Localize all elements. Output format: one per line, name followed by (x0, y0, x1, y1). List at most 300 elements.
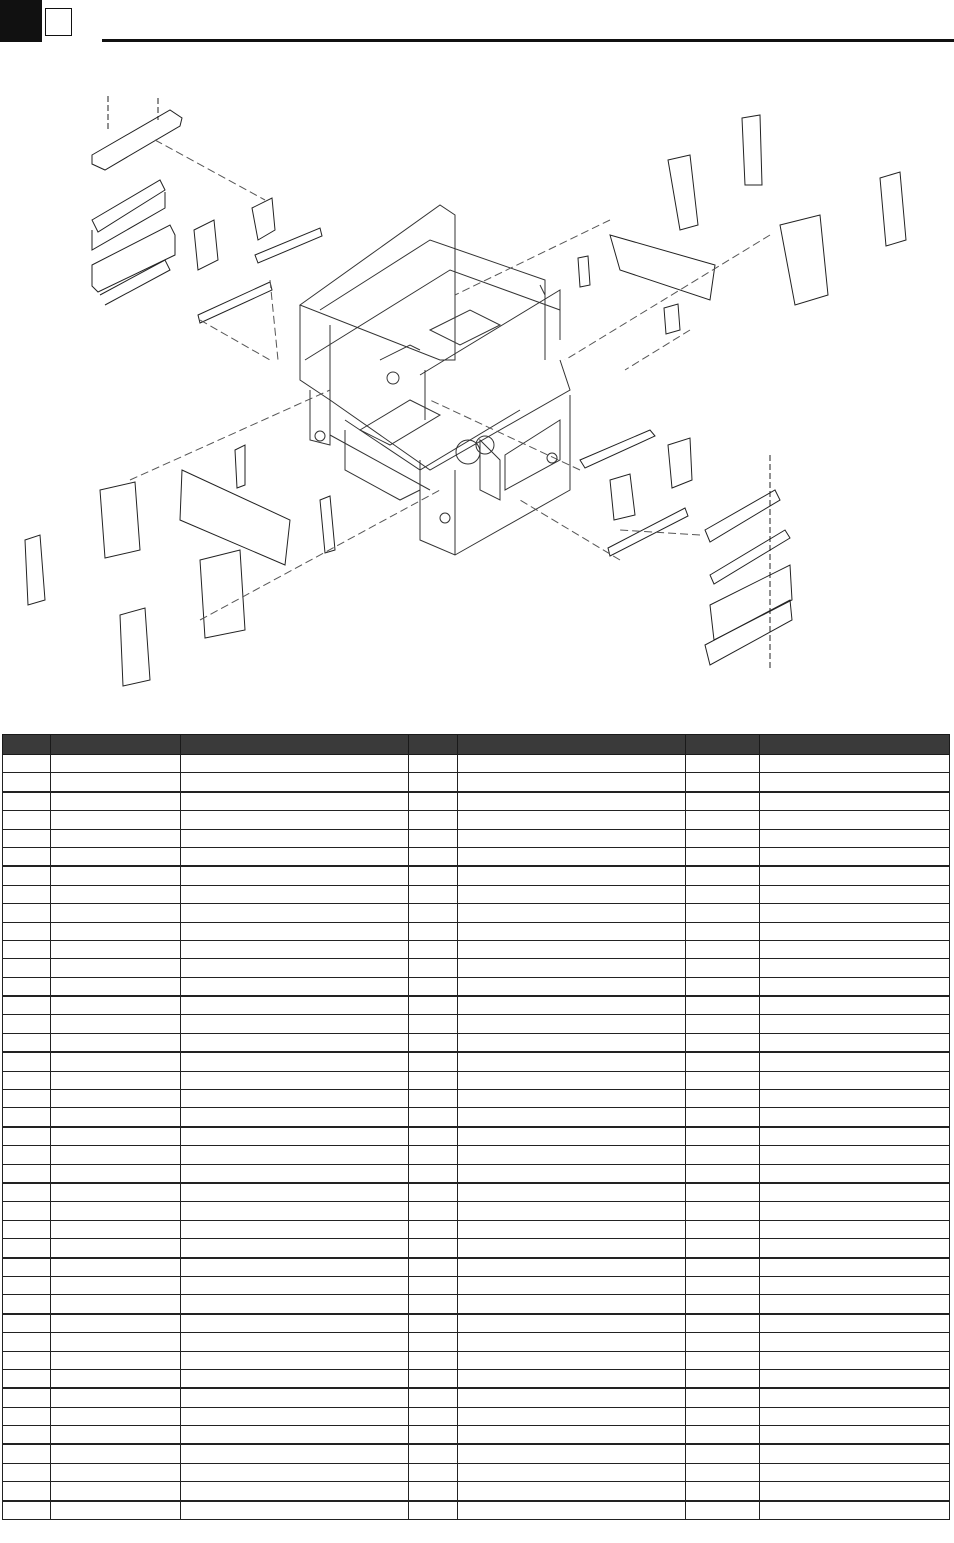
table-cell (458, 1407, 685, 1425)
table-row (3, 1090, 950, 1108)
table-cell (409, 922, 458, 940)
table-cell (685, 1183, 759, 1202)
table-cell (181, 996, 409, 1015)
table-cell (759, 1164, 949, 1183)
table-cell (3, 1463, 51, 1481)
table-cell (51, 1033, 181, 1052)
table-cell (409, 1033, 458, 1052)
table-cell (759, 904, 949, 922)
table-cell (759, 847, 949, 866)
table-cell (685, 1239, 759, 1258)
table-cell (685, 959, 759, 977)
table-row (3, 1239, 950, 1258)
table-cell (51, 811, 181, 829)
table-cell (685, 885, 759, 903)
table-row (3, 1183, 950, 1202)
column-header (51, 735, 181, 755)
table-cell (3, 940, 51, 958)
table-cell (759, 977, 949, 996)
table-cell (685, 940, 759, 958)
table-row (3, 1369, 950, 1388)
table-cell (409, 1239, 458, 1258)
table-cell (3, 1239, 51, 1258)
table-cell (685, 1351, 759, 1369)
table-cell (409, 996, 458, 1015)
table-cell (181, 904, 409, 922)
table-cell (759, 1015, 949, 1033)
table-cell (181, 885, 409, 903)
table-cell (51, 1351, 181, 1369)
table-cell (458, 1351, 685, 1369)
table-cell (685, 1015, 759, 1033)
table-cell (409, 1146, 458, 1164)
table-cell (458, 755, 685, 773)
table-cell (51, 1146, 181, 1164)
column-header (458, 735, 685, 755)
table-cell (409, 1369, 458, 1388)
table-row (3, 1333, 950, 1351)
table-cell (409, 792, 458, 811)
table-cell (685, 1258, 759, 1277)
table-cell (181, 1407, 409, 1425)
table-cell (409, 755, 458, 773)
table-cell (759, 1146, 949, 1164)
table-cell (458, 996, 685, 1015)
table-cell (51, 1239, 181, 1258)
table-cell (51, 996, 181, 1015)
table-cell (3, 1220, 51, 1238)
table-cell (458, 1444, 685, 1463)
table-cell (759, 940, 949, 958)
table-cell (759, 1239, 949, 1258)
table-cell (51, 1015, 181, 1033)
table-cell (181, 1314, 409, 1333)
table-cell (759, 1183, 949, 1202)
table-cell (759, 792, 949, 811)
table-cell (685, 829, 759, 847)
table-cell (3, 904, 51, 922)
table-cell (3, 847, 51, 866)
table-cell (3, 959, 51, 977)
table-cell (3, 792, 51, 811)
table-row (3, 959, 950, 977)
table-cell (458, 792, 685, 811)
table-cell (759, 1220, 949, 1238)
table-cell (181, 847, 409, 866)
table-cell (51, 847, 181, 866)
table-cell (409, 811, 458, 829)
table-cell (685, 1333, 759, 1351)
table-row (3, 1052, 950, 1071)
table-cell (759, 811, 949, 829)
page-marker-block (0, 0, 42, 42)
table-cell (458, 829, 685, 847)
table-cell (458, 1369, 685, 1388)
table-row (3, 1220, 950, 1238)
table-cell (685, 1052, 759, 1071)
table-cell (181, 829, 409, 847)
table-cell (181, 755, 409, 773)
table-cell (409, 1295, 458, 1314)
table-cell (409, 866, 458, 885)
table-cell (685, 1108, 759, 1127)
table-cell (409, 829, 458, 847)
table-cell (3, 829, 51, 847)
table-cell (685, 1444, 759, 1463)
table-cell (685, 1202, 759, 1220)
table-cell (685, 1482, 759, 1501)
table-cell (409, 847, 458, 866)
table-row (3, 1482, 950, 1501)
table-cell (51, 866, 181, 885)
table-cell (181, 1127, 409, 1146)
table-cell (51, 1444, 181, 1463)
table-cell (51, 1407, 181, 1425)
table-cell (458, 866, 685, 885)
table-cell (3, 885, 51, 903)
table-cell (458, 1333, 685, 1351)
table-cell (458, 1015, 685, 1033)
table-cell (458, 1276, 685, 1294)
table-row (3, 1146, 950, 1164)
table-cell (3, 1258, 51, 1277)
table-cell (458, 773, 685, 792)
table-cell (3, 1071, 51, 1089)
table-cell (3, 977, 51, 996)
table-cell (409, 1444, 458, 1463)
table-cell (458, 1202, 685, 1220)
table-cell (3, 1444, 51, 1463)
column-header (685, 735, 759, 755)
table-cell (51, 1220, 181, 1238)
table-cell (181, 1369, 409, 1388)
table-cell (51, 1314, 181, 1333)
table-cell (409, 1314, 458, 1333)
table-cell (759, 1333, 949, 1351)
table-cell (409, 1463, 458, 1481)
table-row (3, 1127, 950, 1146)
table-cell (181, 1239, 409, 1258)
table-cell (458, 1033, 685, 1052)
table-cell (181, 1108, 409, 1127)
table-cell (409, 1407, 458, 1425)
table-cell (685, 792, 759, 811)
upper-right-parts (578, 115, 906, 334)
table-cell (3, 1407, 51, 1425)
table-cell (409, 1220, 458, 1238)
parts-list-table (2, 734, 950, 1520)
table-cell (181, 1015, 409, 1033)
table-cell (409, 1108, 458, 1127)
table-cell (51, 1090, 181, 1108)
table-cell (3, 996, 51, 1015)
column-header (181, 735, 409, 755)
table-cell (181, 1501, 409, 1520)
table-cell (181, 1463, 409, 1481)
table-cell (458, 1090, 685, 1108)
table-row (3, 1276, 950, 1294)
table-cell (181, 866, 409, 885)
table-cell (685, 1369, 759, 1388)
table-cell (409, 1258, 458, 1277)
table-cell (458, 1482, 685, 1501)
table-cell (458, 904, 685, 922)
table-cell (181, 1388, 409, 1407)
column-header (759, 735, 949, 755)
table-cell (51, 885, 181, 903)
table-row (3, 1501, 950, 1520)
table-cell (759, 1501, 949, 1520)
table-cell (409, 1333, 458, 1351)
table-cell (685, 1033, 759, 1052)
table-cell (3, 1052, 51, 1071)
table-cell (3, 1015, 51, 1033)
table-cell (759, 1127, 949, 1146)
table-cell (759, 1295, 949, 1314)
table-cell (409, 977, 458, 996)
table-cell (181, 922, 409, 940)
table-cell (685, 1295, 759, 1314)
table-cell (181, 773, 409, 792)
table-cell (51, 1071, 181, 1089)
table-cell (458, 1314, 685, 1333)
table-cell (51, 1183, 181, 1202)
table-row (3, 1033, 950, 1052)
table-cell (181, 1482, 409, 1501)
table-cell (685, 1426, 759, 1445)
table-cell (759, 773, 949, 792)
table-cell (759, 996, 949, 1015)
table-row (3, 1015, 950, 1033)
table-cell (458, 811, 685, 829)
table-cell (409, 1052, 458, 1071)
table-cell (409, 885, 458, 903)
table-cell (181, 1202, 409, 1220)
table-cell (181, 1295, 409, 1314)
table-cell (759, 755, 949, 773)
table-cell (685, 1164, 759, 1183)
table-cell (458, 1220, 685, 1238)
upper-left-parts (92, 96, 322, 323)
table-row (3, 996, 950, 1015)
table-cell (3, 922, 51, 940)
table-cell (3, 1033, 51, 1052)
table-cell (51, 1463, 181, 1481)
table-cell (51, 922, 181, 940)
table-cell (458, 1388, 685, 1407)
table-row (3, 1202, 950, 1220)
table-cell (458, 847, 685, 866)
table-cell (409, 1183, 458, 1202)
table-row (3, 1314, 950, 1333)
table-cell (685, 1463, 759, 1481)
table-cell (181, 1071, 409, 1089)
table-cell (3, 1333, 51, 1351)
table-cell (51, 1369, 181, 1388)
table-cell (759, 922, 949, 940)
table-cell (51, 1388, 181, 1407)
table-cell (759, 1463, 949, 1481)
table-cell (685, 1501, 759, 1520)
table-row (3, 755, 950, 773)
table-cell (181, 792, 409, 811)
table-cell (3, 1501, 51, 1520)
table-cell (3, 1183, 51, 1202)
table-row (3, 1295, 950, 1314)
table-cell (759, 1444, 949, 1463)
table-cell (409, 1501, 458, 1520)
table-cell (685, 1314, 759, 1333)
table-row (3, 1071, 950, 1089)
table-cell (409, 1071, 458, 1089)
table-cell (181, 959, 409, 977)
table-cell (759, 1351, 949, 1369)
table-cell (181, 1052, 409, 1071)
table-row (3, 829, 950, 847)
table-cell (759, 1108, 949, 1127)
table-cell (3, 1090, 51, 1108)
table-cell (759, 866, 949, 885)
table-cell (458, 940, 685, 958)
table-cell (458, 1295, 685, 1314)
table-row (3, 904, 950, 922)
table-cell (3, 1127, 51, 1146)
table-row (3, 1351, 950, 1369)
table-cell (685, 811, 759, 829)
table-cell (51, 940, 181, 958)
table-cell (458, 1463, 685, 1481)
table-cell (409, 1164, 458, 1183)
exploded-assembly-diagram (0, 60, 954, 720)
table-cell (409, 940, 458, 958)
table-cell (3, 1351, 51, 1369)
table-row (3, 1407, 950, 1425)
table-cell (759, 1314, 949, 1333)
table-cell (409, 904, 458, 922)
table-cell (3, 773, 51, 792)
table-cell (51, 1276, 181, 1294)
table-cell (458, 1127, 685, 1146)
table-row (3, 1164, 950, 1183)
table-cell (458, 1183, 685, 1202)
table-cell (458, 977, 685, 996)
table-cell (458, 885, 685, 903)
table-cell (685, 755, 759, 773)
table-cell (51, 773, 181, 792)
table-cell (759, 1202, 949, 1220)
table-cell (181, 1276, 409, 1294)
lower-left-parts (25, 445, 335, 686)
table-cell (3, 866, 51, 885)
table-cell (759, 1052, 949, 1071)
table-cell (409, 1388, 458, 1407)
table-cell (685, 1388, 759, 1407)
table-cell (3, 1314, 51, 1333)
table-cell (181, 1444, 409, 1463)
table-cell (458, 1258, 685, 1277)
table-row (3, 977, 950, 996)
table-cell (409, 1351, 458, 1369)
table-header-row (3, 735, 950, 755)
table-cell (3, 1482, 51, 1501)
table-cell (51, 1164, 181, 1183)
table-cell (458, 1426, 685, 1445)
machine-frame (300, 205, 570, 555)
table-cell (685, 1220, 759, 1238)
table-cell (51, 977, 181, 996)
table-cell (181, 1426, 409, 1445)
table-cell (409, 1015, 458, 1033)
table-cell (3, 1146, 51, 1164)
table-cell (3, 1369, 51, 1388)
table-cell (181, 811, 409, 829)
parts-table-body (3, 755, 950, 1520)
table-cell (759, 1090, 949, 1108)
table-cell (759, 1482, 949, 1501)
table-cell (51, 1052, 181, 1071)
table-cell (759, 1388, 949, 1407)
table-cell (409, 1426, 458, 1445)
table-cell (409, 959, 458, 977)
table-cell (409, 1482, 458, 1501)
table-row (3, 866, 950, 885)
table-cell (759, 1426, 949, 1445)
table-cell (51, 755, 181, 773)
table-cell (51, 959, 181, 977)
table-cell (3, 1276, 51, 1294)
table-cell (685, 866, 759, 885)
lower-right-parts (580, 430, 792, 670)
table-cell (181, 1033, 409, 1052)
table-cell (685, 996, 759, 1015)
table-cell (51, 1295, 181, 1314)
table-row (3, 1108, 950, 1127)
table-row (3, 792, 950, 811)
table-cell (458, 922, 685, 940)
table-cell (458, 1108, 685, 1127)
table-cell (181, 1333, 409, 1351)
table-cell (409, 1090, 458, 1108)
header-rule (102, 39, 954, 42)
table-cell (51, 1127, 181, 1146)
table-cell (3, 755, 51, 773)
table-cell (3, 1108, 51, 1127)
table-cell (458, 1146, 685, 1164)
table-row (3, 773, 950, 792)
table-cell (759, 1407, 949, 1425)
table-cell (51, 1108, 181, 1127)
table-row (3, 1258, 950, 1277)
table-cell (51, 829, 181, 847)
table-cell (3, 1164, 51, 1183)
table-cell (181, 1183, 409, 1202)
table-cell (685, 847, 759, 866)
table-cell (51, 1501, 181, 1520)
table-cell (685, 904, 759, 922)
table-cell (181, 1220, 409, 1238)
column-header (409, 735, 458, 755)
table-cell (759, 959, 949, 977)
table-row (3, 1388, 950, 1407)
table-cell (759, 1071, 949, 1089)
table-cell (685, 1090, 759, 1108)
table-row (3, 922, 950, 940)
table-row (3, 1463, 950, 1481)
table-cell (685, 1407, 759, 1425)
table-cell (181, 1146, 409, 1164)
table-cell (458, 1071, 685, 1089)
table-cell (759, 1369, 949, 1388)
